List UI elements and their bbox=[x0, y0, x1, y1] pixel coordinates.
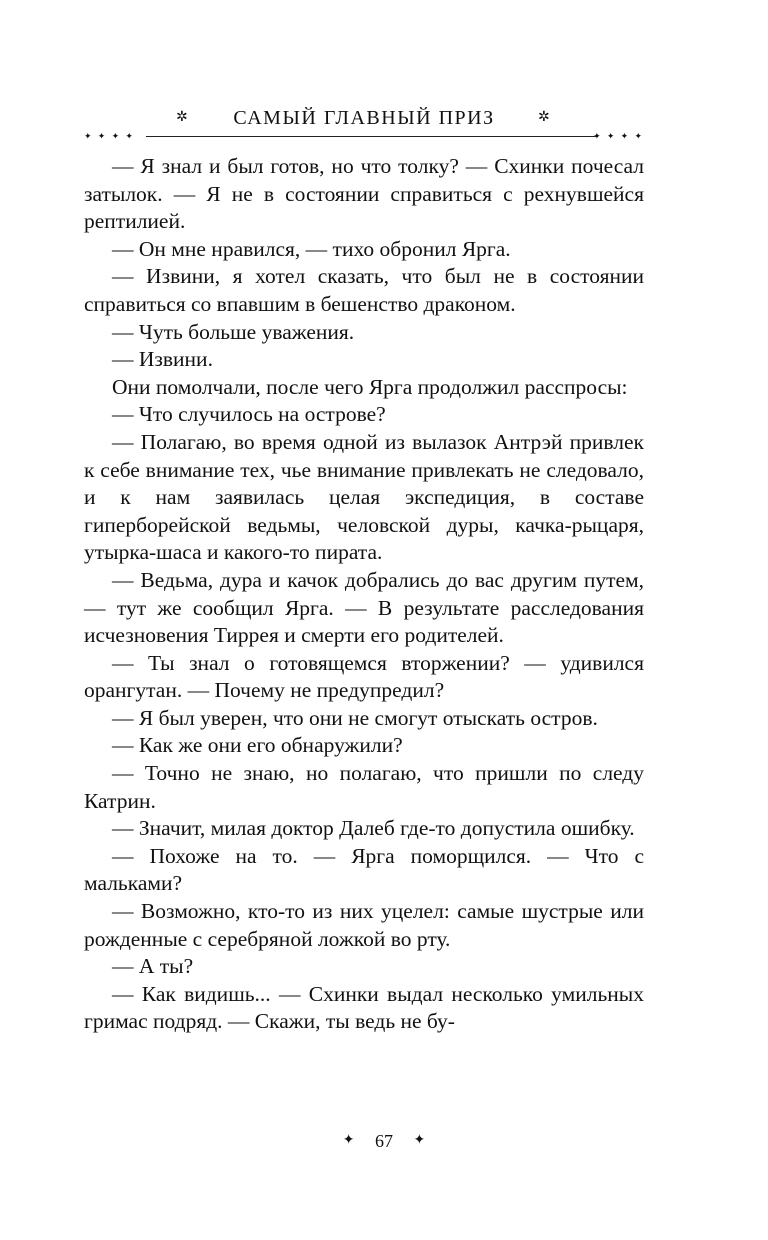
page-number: 67 bbox=[375, 1130, 393, 1151]
paragraph: — Чуть больше уважения. bbox=[112, 319, 355, 344]
paragraph: — Ты знал о готовящемся вторжении? — удивился орангутан. — Почему не предупредил? bbox=[84, 650, 644, 703]
paragraph: — Как видишь... — Схинки выдал несколько умильных гримас подряд. — Скажи, ты ведь не бу- bbox=[84, 981, 644, 1034]
rule-dots-right-icon: ✦ ✦ ✦ ✦ bbox=[593, 131, 644, 141]
footer-ornament-right-icon: ✦ bbox=[413, 1132, 426, 1148]
paragraph: — Извини. bbox=[112, 347, 213, 372]
header-ornament-left-icon: ✲ bbox=[176, 110, 188, 125]
header-rule bbox=[146, 136, 598, 137]
running-title: САМЫЙ ГЛАВНЫЙ ПРИЗ bbox=[233, 107, 495, 129]
paragraph: — Точно не знаю, но полагаю, что пришли по следу Катрин. bbox=[84, 761, 644, 813]
paragraph: — А ты? bbox=[112, 954, 194, 979]
paragraph: — Я был уверен, что они не смогут отыскать остров. bbox=[112, 705, 598, 730]
rule-dots-left-icon: ✦ ✦ ✦ ✦ bbox=[84, 131, 135, 141]
page-footer bbox=[0, 1127, 768, 1153]
paragraph: — Ведьма, дура и качок добрались до вас другим путем, — тут же сообщил Ярга. — В результате расследования исчезновения Тиррея и смерти его родителей. bbox=[84, 567, 644, 648]
footer-ornament-left-icon: ✦ bbox=[342, 1132, 355, 1148]
paragraph: — Похоже на то. — Ярга поморщился. — Что с мальками? bbox=[84, 843, 644, 896]
paragraph: — Возможно, кто-то из них уцелел: самые шустрые или рожденные с серебряной ложкой во рту. bbox=[84, 899, 644, 951]
paragraph: — Значит, милая доктор Далеб где-то допустила ошибку. bbox=[112, 816, 635, 841]
paragraph: — Полагаю, во время одной из вылазок Антрэй привлек к себе внимание тех, чье внимание привлекать не следовало, и к нам заявилась целая экспедиция, в составе гиперборейской ведьмы, человской дуры, качка-рыцаря, утырка-шаса и какого-то пирата. bbox=[84, 429, 644, 565]
header-ornament-right-icon: ✲ bbox=[538, 110, 550, 125]
paragraph: Они помолчали, после чего Ярга продолжил расспросы: bbox=[112, 374, 628, 399]
paragraph: — Как же они его обнаружили? bbox=[112, 733, 403, 758]
paragraph: — Я знал и был готов, но что толку? — Схинки почесал затылок. — Я не в состоянии справиться с рехнувшейся рептилией. bbox=[84, 154, 644, 234]
body-text bbox=[84, 153, 644, 1036]
paragraph: — Он мне нравился, — тихо обронил Ярга. bbox=[112, 236, 511, 261]
running-header bbox=[84, 104, 644, 136]
paragraph: — Извини, я хотел сказать, что был не в состоянии справиться со впавшим в бешенство драконом. bbox=[84, 264, 644, 316]
paragraph: — Что случилось на острове? bbox=[112, 402, 386, 427]
